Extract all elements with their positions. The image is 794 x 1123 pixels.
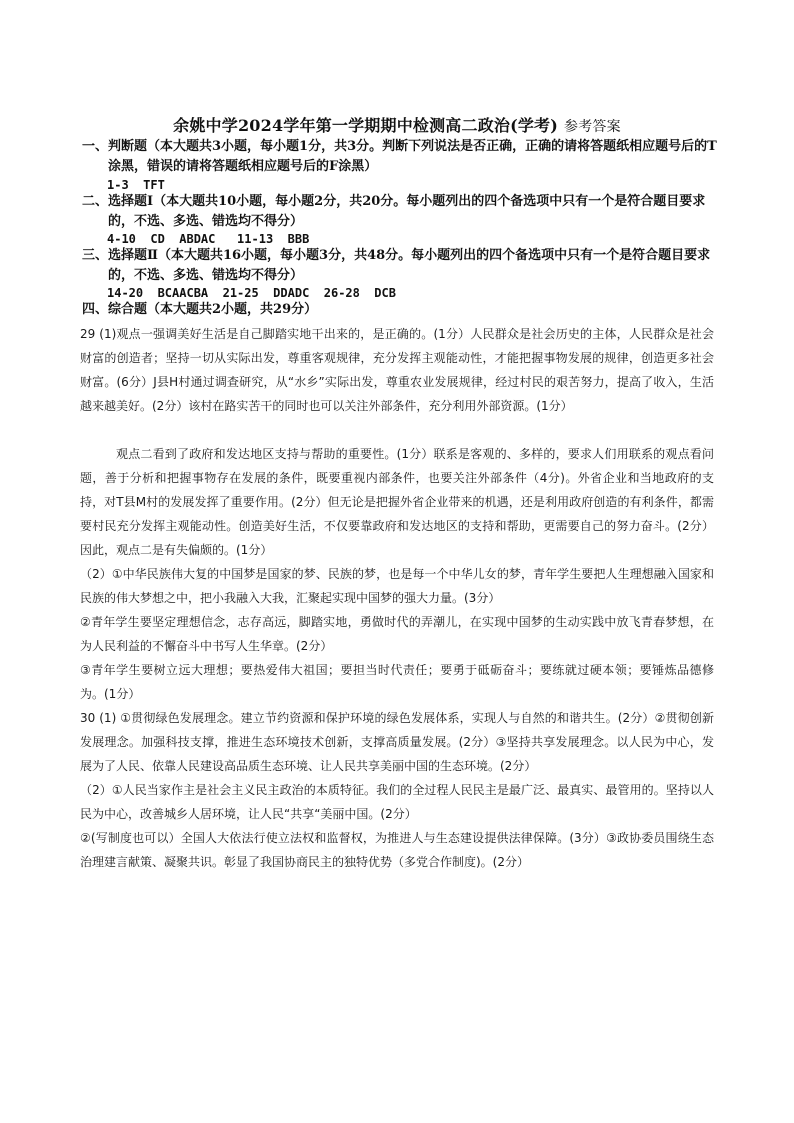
answer-choice-1: 4-10 CD ABDAC 11-13 BBB (107, 232, 310, 246)
section-instructions: 选择题Ⅱ（本大题共16小题，每小题3分，共48分。每小题列出的四个备选项中只有一个是符合题目要求的，不选、多选、错选均不得分） (108, 248, 711, 283)
section-instructions: 选择题Ⅰ（本大题共10小题，每小题2分，共20分。每小题列出的四个备选项中只有一个是符合题目要求的，不选、多选、错选均不得分） (108, 194, 706, 229)
section-number: 四、 (82, 302, 109, 317)
section-comprehensive (82, 300, 722, 320)
q30-part1: 30 (1) ①贯彻绿色发展理念。建立节约资源和保护环境的绿色发展体系，实现人与自然的和谐共生。(2分）②贯彻创新发展理念。加强科技支撑，推进生态环境技术创新，支撑高质量发展。(2分）③坚持共享发展理念。以人民为中心，发展为了人民、依靠人民建设高品质生态环境、让人民共享美丽中国的生态环境。(2分） (80, 711, 714, 773)
q29-part1-view2: 观点二看到了政府和发达地区支持与帮助的重要性。(1分）联系是客观的、多样的，要求人们用联系的观点看问题，善于分析和把握事物存在发展的条件，既要重视内部条件，也要关注外部条件（4分)。外省企业和当地政府的支持，对T县M村的发展发挥了重要作用。(2分）但无论是把握外省企业带来的机遇，还是利用政府创造的有利条件，都需要村民充分发挥主观能动性。创造美好生活，不仅要靠政府和发达地区的支持和帮助，更需要自己的努力奋斗。(2分）因此，观点二是有失偏颇的。(1分） (80, 447, 714, 557)
q30-part2-point2: ②(写制度也可以）全国人大依法行使立法权和监督权，为推进人与生态建设提供法律保障。(3分）③政协委员围绕生态治理建言献策、凝聚共识。彰显了我国协商民主的独特优势（多党合作制度)。(2分） (80, 831, 714, 869)
q30-part2-point1: （2）①人民当家作主是社会主义民主政治的本质特征。我们的全过程人民民主是最广泛、最真实、最管用的。坚持以人民为中心，改善城乡人居环境，让人民“共享“美丽中国。(2分） (80, 783, 714, 821)
answer-judgement: 1-3 TFT (107, 178, 165, 192)
answer-choice-2: 14-20 BCAACBA 21-25 DDADC 26-28 DCB (107, 286, 396, 300)
q29-part2-point3: ③青年学生要树立远大理想；要热爱伟大祖国；要担当时代责任；要勇于砥砺奋斗；要练就过硬本领；要锤炼品德修为。(1分） (80, 663, 714, 701)
q29-part2-point1: （2）①中华民族伟大复的中国梦是国家的梦、民族的梦，也是每一个中华儿女的梦，青年学生要把人生理想融入国家和民族的伟大梦想之中，把小我融入大我，汇聚起实现中国梦的强大力量。(3分） (80, 567, 714, 605)
title-subtitle: 参考答案 (564, 119, 621, 135)
section-choice-2 (82, 246, 722, 286)
section-number: 三、 (82, 248, 109, 263)
title-main: 余姚中学2024学年第一学期期中检测高二政治(学考) (173, 116, 559, 135)
q29-part2-point2: ②青年学生要坚定理想信念，志存高远，脚踏实地，勇做时代的弄潮儿，在实现中国梦的生动实践中放飞青春梦想，在为人民利益的不懈奋斗中书写人生华章。(2分） (80, 615, 714, 653)
section-instructions: 综合题（本大题共2小题，共29分） (108, 302, 318, 317)
section-instructions: 判断题（本大题共3小题，每小题1分，共3分。判断下列说法是否正确，正确的请将答题纸相应题号后的T涂黑，错误的请将答题纸相应题号后的F涂黑） (108, 139, 717, 174)
q29-part1-view1: 29 (1)观点一强调美好生活是自己脚踏实地干出来的，是正确的。(1分）人民群众是社会历史的主体，人民群众是社会财富的创造者；坚持一切从实际出发，尊重客观规律，充分发挥主观能动性，才能把握事物发展的规律，创造更多社会财富。(6分）J县H村通过调查研究，从“水乡”实际出发，尊重农业发展规律，经过村民的艰苦努力，提高了收入，生活越来越美好。(2分）该村在路实苦干的同时也可以关注外部条件，充分利用外部资源。(1分） (80, 327, 714, 413)
section-number: 二、 (82, 194, 109, 209)
page-title (0, 113, 794, 136)
section-judgement (82, 137, 722, 177)
section-number: 一、 (82, 139, 109, 154)
section-choice-1 (82, 192, 722, 232)
